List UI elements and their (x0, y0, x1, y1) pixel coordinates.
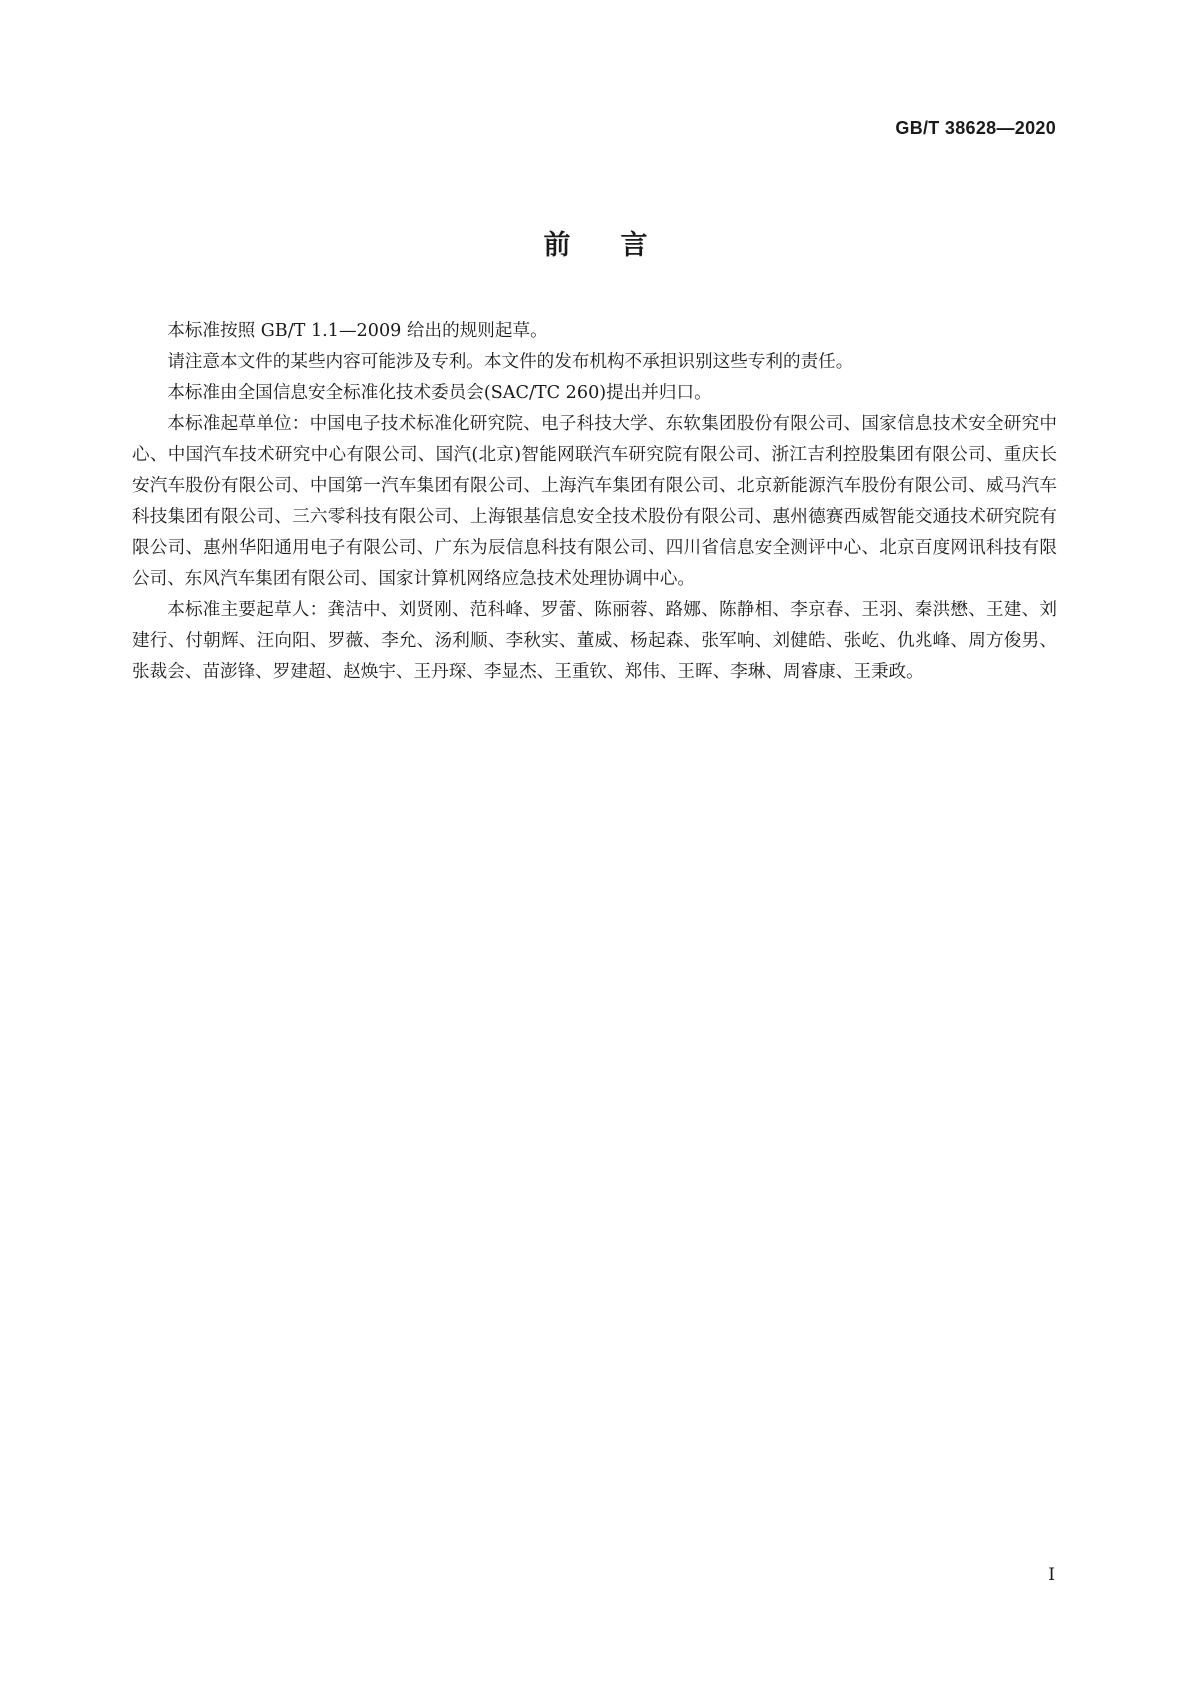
foreword-body (132, 316, 1057, 688)
standard-code: GB/T 38628—2020 (895, 118, 1056, 138)
paragraph-drafting-rules: 本标准按照 GB/T 1.1—2009 给出的规则起草。 (167, 321, 548, 341)
page-title: 前言 (543, 230, 698, 261)
page-number: I (1048, 1565, 1055, 1585)
paragraph-drafting-units: 本标准起草单位：中国电子技术标准化研究院、电子科技大学、东软集团股份有限公司、国家信息技术安全研究中心、中国汽车技术研究中心有限公司、国汽(北京)智能网联汽车研究院有限公司、浙江吉利控股集团有限公司、重庆长安汽车股份有限公司、中国第一汽车集团有限公司、上海汽车集团有限公司、北京新能源汽车股份有限公司、威马汽车科技集团有限公司、三六零科技有限公司、上海银基信息安全技术股份有限公司、惠州德赛西威智能交通技术研究院有限公司、惠州华阳通用电子有限公司、广东为辰信息科技有限公司、四川省信息安全测评中心、北京百度网讯科技有限公司、东风汽车集团有限公司、国家计算机网络应急技术处理协调中心。 (132, 414, 1057, 589)
paragraph-proposer: 本标准由全国信息安全标准化技术委员会(SAC/TC 260)提出并归口。 (167, 383, 712, 403)
paragraph-patent-notice: 请注意本文件的某些内容可能涉及专利。本文件的发布机构不承担识别这些专利的责任。 (167, 352, 854, 372)
paragraph-drafters: 本标准主要起草人：龚洁中、刘贤刚、范科峰、罗蕾、陈丽蓉、路娜、陈静相、李京春、王羽、秦洪懋、王建、刘建行、付朝辉、汪向阳、罗薇、李允、汤利顺、李秋实、董威、杨起森、张军响、刘健皓、张屹、仇兆峰、周方俊男、张裁会、苗澎锋、罗建超、赵焕宇、王丹琛、李显杰、王重钦、郑伟、王晖、李琳、周睿康、王秉政。 (132, 600, 1057, 682)
